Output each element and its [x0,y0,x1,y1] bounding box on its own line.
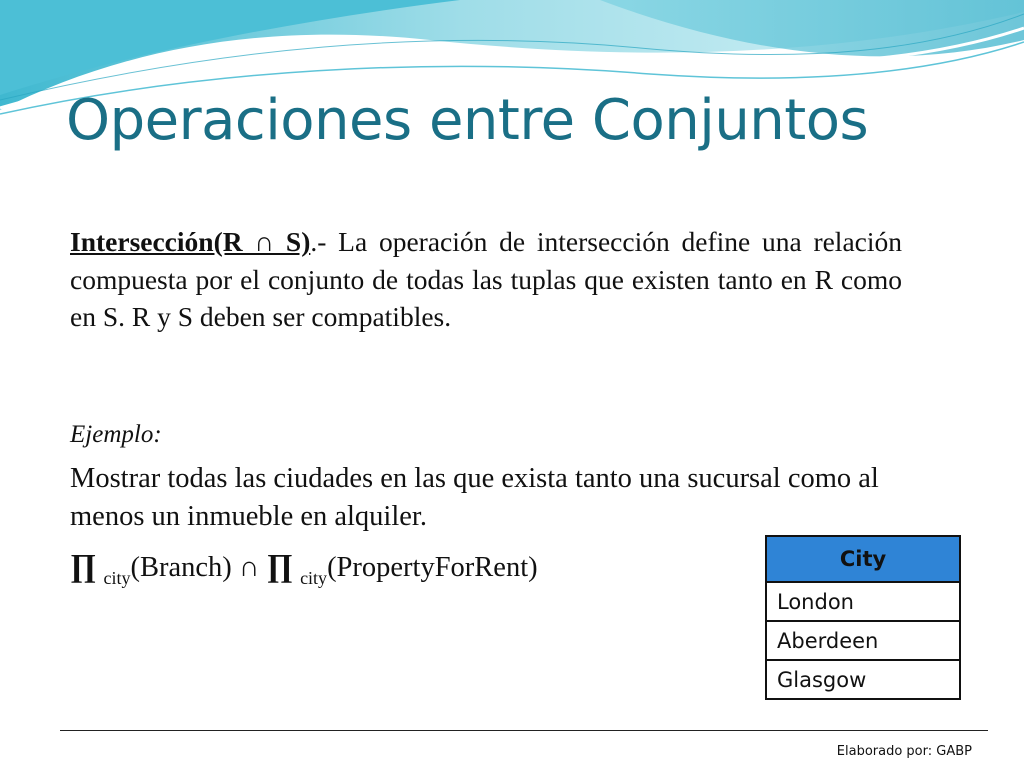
table-cell: Aberdeen [766,621,960,660]
example-label: Ejemplo: [70,421,162,448]
table-cell: London [766,582,960,621]
footer-credit: Elaborado por: GABP [836,744,972,759]
definition-text: La operación de intersección define una relación compuesta por el conjunto de todas las tuplas que existen tanto en R como en S. R y S deben ser compatibles. [70,226,903,332]
table-row [766,660,960,699]
result-table [765,535,961,700]
intersection-definition [70,223,902,336]
definition-term: Intersección(R ∩ S) [70,226,311,257]
slide-title: Operaciones entre Conjuntos [66,88,869,153]
projection-subscript-2: city [300,568,328,588]
projection-subscript: city [103,568,131,588]
table-header-city: City [766,536,960,582]
footer-divider [60,730,988,731]
definition-separator: .- [310,226,327,257]
relational-algebra-formula [70,547,538,588]
example-text: Mostrar todas las ciudades en las que exista tanto una sucursal como al menos un inmueble en alquiler. [70,463,879,532]
right-relation: (PropertyForRent) [327,552,538,583]
table-header-row [766,536,960,582]
left-relation: (Branch) [130,552,232,583]
projection-symbol-2: ∏ [266,547,293,583]
projection-symbol: ∏ [70,547,97,583]
table-row [766,621,960,660]
table-row [766,582,960,621]
intersection-operator: ∩ [231,552,267,583]
table-cell: Glasgow [766,660,960,699]
